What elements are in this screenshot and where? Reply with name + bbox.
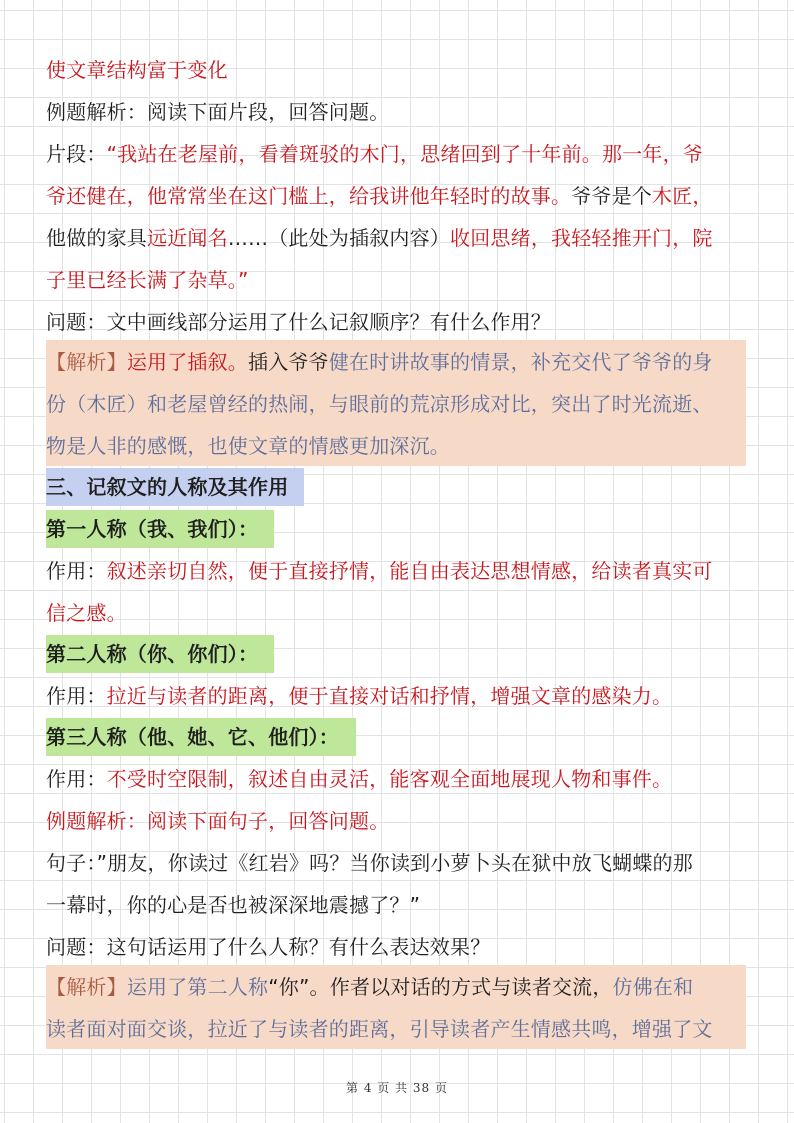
excerpt1-text2-dark: 爷爷是个 <box>571 184 653 208</box>
sentence2-line1: 句子：”朋友，你读过《红岩》吗？当你读到小萝卜头在狱中放飞蝴蝶的那 <box>46 851 693 875</box>
question2: 问题：这句话运用了什么人称？有什么表达效果？ <box>46 935 491 959</box>
analysis2-text1c: 仿佛在和 <box>612 975 694 999</box>
excerpt1-prefix: 片段： <box>46 142 107 166</box>
first-person-prefix: 作用： <box>46 559 107 583</box>
excerpt1-line4: 子里已经长满了杂草。” <box>46 268 249 292</box>
sentence2-line2: 一幕时，你的心是否也被深深地震撼了？” <box>46 893 421 917</box>
analysis1-line3: 物是人非的感慨，也使文章的情感更加深沉。 <box>46 434 450 458</box>
second-person-label: 第二人称（你、你们）： <box>46 642 259 666</box>
analysis2-text1b: “你”。作者以对话的方式与读者交流， <box>268 975 613 999</box>
excerpt1-line3 <box>46 218 713 258</box>
second-person-text1: 拉近与读者的距离，便于直接对话和抒情，增强文章的感染力。 <box>106 684 673 708</box>
analysis2-line2: 读者面对面交谈，拉近了与读者的距离，引导读者产生情感共鸣，增强了文 <box>46 1017 713 1041</box>
excerpt1-text1-end: 爷 <box>682 142 703 166</box>
excerpt1-line2 <box>46 176 713 216</box>
third-person-prefix: 作用： <box>46 767 107 791</box>
analysis1-text1a: 运用了插叙。 <box>126 350 249 374</box>
excerpt1-text3-red: 远近闻名 <box>147 226 228 250</box>
first-person-line2: 信之感。 <box>46 601 127 625</box>
excerpt1-text3-dark2: ……（此处为插叙内容） <box>227 226 451 250</box>
analysis1-text1c: 健在时讲故事的情景，补充交代了爷爷的身 <box>328 350 713 374</box>
example1-intro: 例题解析：阅读下面片段，回答问题。 <box>46 100 390 124</box>
excerpt1-text2-red: 木匠， <box>652 184 713 208</box>
analysis1-line2: 份（木匠）和老屋曾经的热闹，与眼前的荒凉形成对比，突出了时光流逝、 <box>46 392 713 416</box>
analysis2-text1a: 运用了第二人称 <box>126 975 269 999</box>
question1: 问题：文中画线部分运用了什么记叙顺序？有什么作用？ <box>46 310 551 334</box>
section3-title: 三、记叙文的人称及其作用 <box>46 475 289 499</box>
excerpt1-text2: 爷还健在，他常常坐在这门槛上，给我讲他年轻时的故事。 <box>46 184 572 208</box>
first-person-text1: 叙述亲切自然，便于直接抒情，能自由表达思想情感，给读者真实可 <box>106 559 713 583</box>
analysis1-line1 <box>46 342 713 382</box>
first-person-label: 第一人称（我、我们）： <box>46 517 259 541</box>
second-person-prefix: 作用： <box>46 684 107 708</box>
analysis1-text1b: 插入爷爷 <box>248 350 329 374</box>
analysis1-label: 【解析】 <box>46 350 127 374</box>
third-person-line1 <box>46 759 672 799</box>
third-person-text1: 不受时空限制，叙述自由灵活，能客观全面地展现人物和事件。 <box>106 767 673 791</box>
page-footer: 第 4 页 共 38 页 <box>346 1081 448 1095</box>
first-person-line1 <box>46 551 713 591</box>
analysis2-label: 【解析】 <box>46 975 127 999</box>
excerpt1-line1 <box>46 134 703 174</box>
third-person-label: 第三人称（他、她、它、他们）： <box>46 725 339 749</box>
heading-top: 使文章结构富于变化 <box>46 58 228 82</box>
excerpt1-text3-dark: 他做的家具 <box>46 226 147 250</box>
excerpt1-text3-red2: 收回思绪，我轻轻推开门，院 <box>450 226 713 250</box>
second-person-line1 <box>46 676 672 716</box>
example2-intro: 例题解析：阅读下面句子，回答问题。 <box>46 809 390 833</box>
excerpt1-text1: “我站在老屋前，看着斑驳的木门，思绪回到了十年前。那一年， <box>106 142 683 166</box>
analysis2-line1 <box>46 967 693 1007</box>
